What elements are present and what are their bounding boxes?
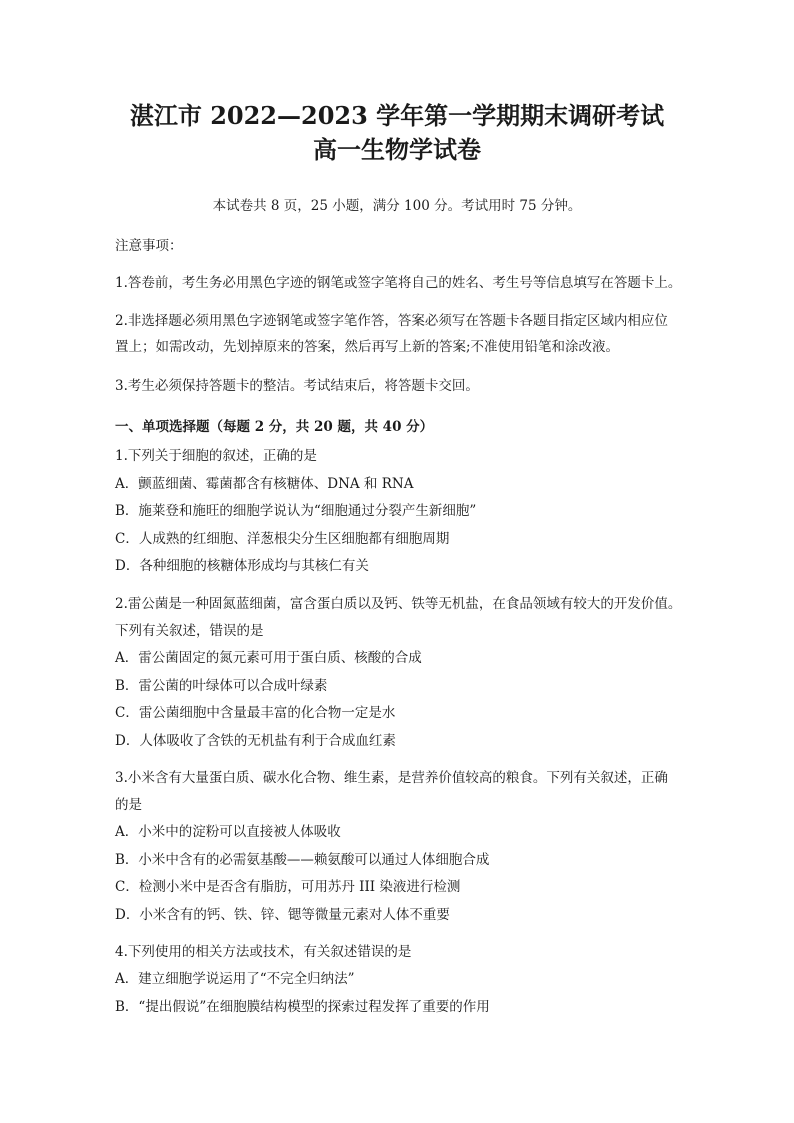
q2-option-d: D．人体吸收了含铁的无机盐有利于合成血红素	[115, 733, 396, 749]
q4-option-b: B．“提出假说”在细胞膜结构模型的探索过程发挥了重要的作用	[115, 999, 490, 1015]
q4-stem: 4.下列使用的相关方法或技术，有关叙述错误的是	[115, 944, 412, 960]
q2-option-b: B．雷公菌的叶绿体可以合成叶绿素	[115, 678, 328, 694]
q3-option-b: B．小米中含有的必需氨基酸——赖氨酸可以通过人体细胞合成	[115, 852, 490, 868]
q3-stem-line-2: 的是	[115, 797, 142, 813]
q2-stem-line-1: 2.雷公菌是一种固氮蓝细菌，富含蛋白质以及钙、铁等无机盐，在食品领域有较大的开发价值。	[115, 596, 682, 612]
q1-option-d: D．各种细胞的核糖体形成均与其核仁有关	[115, 558, 369, 574]
q2-option-c: C．雷公菌细胞中含量最丰富的化合物一定是水	[115, 705, 396, 721]
q3-option-a: A．小米中的淀粉可以直接被人体吸收	[115, 824, 341, 840]
exam-intro: 本试卷共 8 页，25 小题，满分 100 分。考试用时 75 分钟。	[212, 198, 582, 214]
notice-item-2-line-2: 置上；如需改动，先划掉原来的答案，然后再写上新的答案;不准使用铅笔和涂改液。	[115, 339, 620, 355]
q2-stem-line-2: 下列有关叙述，错误的是	[115, 623, 264, 639]
q3-option-d: D．小米含有的钙、铁、锌、锶等微量元素对人体不重要	[115, 907, 450, 923]
q1-option-c: C．人成熟的红细胞、洋葱根尖分生区细胞都有细胞周期	[115, 531, 450, 547]
q3-stem-line-1: 3.小米含有大量蛋白质、碳水化合物、维生素，是营养价值较高的粮食。下列有关叙述，正确	[115, 770, 668, 786]
notice-item-1: 1.答卷前，考生务必用黑色字迹的钢笔或签字笔将自己的姓名、考生号等信息填写在答题卡上。	[115, 275, 682, 291]
notice-item-2-line-1: 2.非选择题必须用黑色字迹钢笔或签字笔作答，答案必须写在答题卡各题目指定区域内相应位	[115, 313, 668, 329]
q1-option-a: A．颤蓝细菌、霉菌都含有核糖体、DNA 和 RNA	[115, 476, 414, 492]
q2-option-a: A．雷公菌固定的氮元素可用于蛋白质、核酸的合成	[115, 650, 422, 666]
exam-subtitle: 高一生物学试卷	[313, 135, 481, 164]
section-heading: 一、单项选择题（每题 2 分，共 20 题，共 40 分）	[115, 419, 434, 435]
exam-title: 湛江市 2022—2023 学年第一学期期末调研考试	[129, 101, 665, 130]
q1-option-b: B．施莱登和施旺的细胞学说认为“细胞通过分裂产生新细胞”	[115, 503, 477, 519]
notice-item-3: 3.考生必须保持答题卡的整洁。考试结束后，将答题卡交回。	[115, 378, 479, 394]
q1-stem: 1.下列关于细胞的叙述，正确的是	[115, 448, 317, 464]
notice-heading: 注意事项：	[115, 238, 183, 254]
q4-option-a: A．建立细胞学说运用了“不完全归纳法”	[115, 971, 355, 987]
q3-option-c: C．检测小米中是否含有脂肪，可用苏丹 III 染液进行检测	[115, 879, 461, 895]
